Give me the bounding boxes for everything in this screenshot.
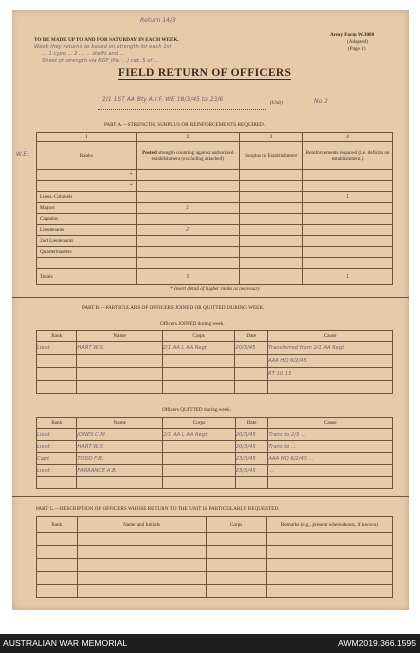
instruction-text: TO BE MADE UP TO AND FOR SATURDAY IN EACH WEEK. bbox=[34, 37, 179, 43]
joined-row bbox=[37, 342, 393, 355]
joined-col-rank: Rank bbox=[37, 331, 77, 342]
c-col-name: Name and Initials bbox=[77, 517, 206, 533]
archive-footer bbox=[0, 634, 420, 653]
joined-corps: 2/1 AA L AA Regt bbox=[162, 342, 235, 355]
quitted-row bbox=[37, 441, 393, 453]
posted-rest: strength counting against authorized establishment (excluding attached) bbox=[151, 149, 234, 162]
c-col-rank: Rank bbox=[37, 517, 78, 533]
army-form-number: Army Form W.3008 bbox=[330, 32, 375, 38]
joined-col-corps: Corps bbox=[162, 331, 235, 342]
quitted-rank: Capt bbox=[37, 453, 77, 465]
lieutenants-posted: 2 bbox=[136, 225, 239, 236]
rank-2nd-lieutenants: 2nd Lieutenants bbox=[37, 236, 137, 247]
rank-totals: Totals bbox=[37, 269, 137, 285]
unit-label: (Unit) bbox=[270, 100, 283, 106]
unit-underline bbox=[98, 109, 266, 110]
quitted-col-rank: Rank bbox=[37, 418, 77, 429]
quitted-name: JONES C.M. bbox=[77, 429, 163, 441]
captains-posted bbox=[136, 214, 239, 225]
joined-col-date: Date bbox=[235, 331, 268, 342]
c-col-remarks: Remarks (e.g., present whereabouts, if known) bbox=[266, 517, 392, 533]
quitted-corps: 2/1 AA L AA Regt bbox=[163, 429, 236, 441]
section-divider-a bbox=[12, 297, 409, 298]
adapted-label: (Adapted) bbox=[347, 39, 369, 45]
rank-majors: Majors bbox=[37, 203, 137, 214]
quitted-rank: Lieut bbox=[37, 465, 77, 477]
joined-cause: AAA HQ 6/2/45 bbox=[268, 355, 393, 368]
quitted-cause: ... bbox=[268, 465, 393, 477]
joined-name: HART W.S bbox=[77, 342, 162, 355]
posted-header bbox=[136, 142, 239, 170]
rank-lieutenants: Lieutenants bbox=[37, 225, 137, 236]
quitted-row bbox=[37, 429, 393, 441]
part-c-table bbox=[36, 516, 393, 598]
handwritten-line-1: Week they returns as based on strength for each 1st bbox=[34, 44, 172, 50]
quitted-corps bbox=[163, 465, 236, 477]
totals-posted: 3 bbox=[136, 269, 239, 285]
footer-accession: AWM2019.366.1595 bbox=[337, 638, 416, 648]
quitted-col-name: Name bbox=[77, 418, 163, 429]
posted-bold: Posted bbox=[142, 149, 157, 156]
quitted-col-date: Date bbox=[235, 418, 268, 429]
totals-reinforcements: 1 bbox=[303, 269, 393, 285]
handwritten-line-3: Sheet of strength via RGF (Pa. ...) cat. 5 of ... bbox=[42, 58, 159, 64]
joined-col-name: Name bbox=[77, 331, 162, 342]
part-b-heading: PART B.—PARTICULARS OF OFFICERS JOINED OR QUITTED DURING WEEK. bbox=[82, 305, 265, 311]
surplus-header: Surplus to Establishment bbox=[239, 142, 302, 170]
handwritten-line-2: ... 1 cypo ... 2 ... ... staffs and ... bbox=[42, 51, 125, 57]
form-title: FIELD RETURN OF OFFICERS bbox=[118, 67, 292, 79]
joined-cause: RT 10 15 bbox=[268, 368, 393, 381]
col-number-2: 2 bbox=[136, 133, 239, 142]
quitted-col-corps: Corps bbox=[163, 418, 236, 429]
quitted-rank: Lieut bbox=[37, 429, 77, 441]
page-label: (Page 1) bbox=[348, 46, 366, 52]
rank-quartermasters: Quartermasters bbox=[37, 247, 137, 258]
unit-note: No 2 bbox=[314, 98, 328, 105]
joined-title: Officers JOINED during week. bbox=[160, 321, 225, 327]
joined-rank: Lieut bbox=[37, 342, 77, 355]
form-paper bbox=[12, 10, 409, 610]
quitted-name: TODD F.B. bbox=[77, 453, 163, 465]
quitted-name: FARRANCE A.B. bbox=[77, 465, 163, 477]
col-number-3: 3 bbox=[239, 133, 302, 142]
col-number-4: 4 bbox=[303, 133, 393, 142]
quitted-date: 23/3/45 bbox=[235, 465, 268, 477]
quitted-date: 20/3/45 bbox=[235, 441, 268, 453]
joined-col-cause: Cause bbox=[268, 331, 393, 342]
return-note: Return 14/3 bbox=[140, 17, 176, 24]
quitted-table bbox=[36, 417, 393, 489]
quitted-corps bbox=[163, 441, 236, 453]
quitted-name: HART W.S bbox=[77, 441, 163, 453]
margin-note: W.E. bbox=[16, 151, 30, 158]
rank-captains: Captains bbox=[37, 214, 137, 225]
joined-date: 20/3/45 bbox=[235, 342, 268, 355]
quitted-date: 23/3/45 bbox=[235, 453, 268, 465]
quitted-cause: Trans to 2/3 ... bbox=[268, 429, 393, 441]
joined-table bbox=[36, 330, 393, 394]
unit-handwritten: 2/1 1ST AA Bty A.I.F. WE 18/3/45 to 23/6 bbox=[102, 96, 224, 103]
rank-blank bbox=[37, 258, 137, 269]
reinforcements-header: Reinforcements required (i.e. deficits on establishment.) bbox=[303, 142, 393, 170]
part-a-heading: PART A.—STRENGTH, SURPLUS OR REINFORCEMENTS REQUIRED. bbox=[104, 122, 266, 128]
quitted-row bbox=[37, 465, 393, 477]
part-c-heading: PART C.—DESCRIPTION OF OFFICERS WHOSE RETURN TO THE UNIT IS PARTICULARLY REQUESTED. bbox=[36, 506, 280, 512]
quitted-row bbox=[37, 453, 393, 465]
rank-lt-col: Lieut.-Colonels bbox=[37, 192, 137, 203]
col-number-1: 1 bbox=[37, 133, 137, 142]
quitted-date: 20/3/45 bbox=[235, 429, 268, 441]
ranks-header: Ranks bbox=[37, 142, 137, 170]
joined-cause: Transferred from 2/1 AA Regt bbox=[268, 342, 393, 355]
quitted-rank: Lieut bbox=[37, 441, 77, 453]
quitted-col-cause: Cause bbox=[268, 418, 393, 429]
part-a-table: 1 2 3 4 Ranks Posted strength counting against authorized establishment (excluding attached) Surplus to Establishment Reinforcements required (i.e. deficits on establishment.) * * Lieut.-Colonels 1 Majors 1 Captains Lieutenants 2 2nd Lieutenants Quartermasters Totals 3 1 bbox=[36, 132, 393, 285]
majors-posted: 1 bbox=[136, 203, 239, 214]
c-col-corps: Corps bbox=[206, 517, 266, 533]
quitted-cause: AAA HQ 6/2/45 ... bbox=[268, 453, 393, 465]
part-a-footnote: * Insert detail of higher ranks as necessary bbox=[170, 286, 260, 292]
joined-row bbox=[37, 368, 393, 381]
section-divider-b bbox=[12, 496, 409, 497]
footer-source: AUSTRALIAN WAR MEMORIAL bbox=[3, 638, 128, 648]
quitted-title: Officers QUITTED during week. bbox=[162, 407, 232, 413]
quitted-cause: Trans to ... bbox=[268, 441, 393, 453]
quitted-corps bbox=[163, 453, 236, 465]
joined-row bbox=[37, 355, 393, 368]
lt-col-reinforcements: 1 bbox=[303, 192, 393, 203]
